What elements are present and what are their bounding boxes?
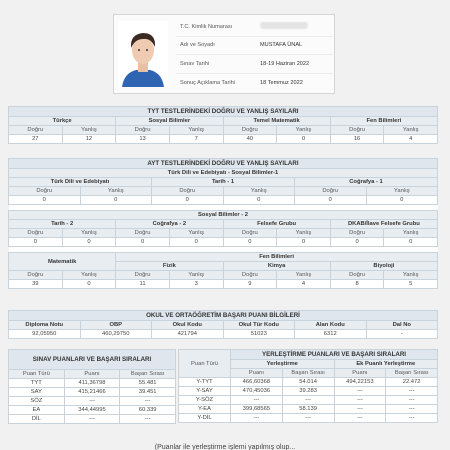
tyt-subject-turkce: Türkçe: [9, 117, 116, 126]
obp-header: OBP: [80, 321, 152, 330]
id-row-tc: [176, 18, 333, 37]
ayt-value: 0: [223, 238, 277, 247]
tyt-subject-sosyal: Sosyal Bilimler: [116, 117, 223, 126]
ek-score: ---: [334, 405, 386, 414]
sinav-title: SINAV PUANLARI VE BAŞARI SIRALARI: [9, 350, 176, 370]
tyt-value: 0: [277, 135, 331, 144]
col-dogru: Doğru: [9, 271, 63, 280]
ayt-value: 0: [277, 238, 331, 247]
ek-rank: ---: [386, 405, 438, 414]
ayt-value: 0: [223, 196, 295, 205]
ayt-math-title: Matematik: [9, 253, 116, 271]
yer-rank: ---: [282, 414, 334, 423]
ayt-subject-cografya2: Coğrafya - 2: [116, 220, 223, 229]
name-value: MUSTAFA ÜNAL: [260, 42, 303, 49]
ayt-value: 0: [80, 196, 152, 205]
yerlestirme-sub: Puanı: [334, 369, 386, 378]
ayt-value: 0: [330, 238, 384, 247]
footer-note: (Puanlar ile yerleştirme işlemi yapılmış olup...: [154, 444, 296, 450]
ek-score: 494,22153: [334, 378, 386, 387]
obp-value: 6312: [295, 330, 367, 339]
yerlestirme-grp: Yerleştirme: [231, 360, 335, 369]
col-dogru: Doğru: [295, 187, 367, 196]
result-date-label: Sonuç Açıklama Tarihi: [180, 79, 235, 86]
col-yanlis: Yanlış: [169, 126, 223, 135]
yer-score: 470,45036: [231, 387, 283, 396]
sinav-type: SAY: [9, 388, 65, 397]
sinav-score: ---: [64, 415, 120, 424]
col-dogru: Doğru: [223, 126, 277, 135]
col-yanlis: Yanlış: [277, 271, 331, 280]
ayt-subject-felsefe: Felsefe Grubu: [223, 220, 330, 229]
col-dogru: Doğru: [9, 229, 63, 238]
tyt-value: 7: [169, 135, 223, 144]
id-row-exam-date: [176, 55, 333, 74]
ayt-value: 0: [9, 196, 81, 205]
id-row-result-date: [176, 74, 333, 93]
col-dogru: Doğru: [152, 187, 224, 196]
yerlestirme-section: [178, 349, 438, 423]
sinav-rank: ---: [120, 397, 176, 406]
tyt-subject-matematik: Temel Matematik: [223, 117, 330, 126]
tyt-value: 40: [223, 135, 277, 144]
ayt-value: 8: [330, 280, 384, 289]
col-dogru: Doğru: [9, 126, 63, 135]
obp-header: Alan Kodu: [295, 321, 367, 330]
ayt-value: 4: [277, 280, 331, 289]
col-dogru: Doğru: [116, 229, 170, 238]
ayt-value: 0: [295, 196, 367, 205]
yer-type: Y-SAY: [179, 387, 231, 396]
col-yanlis: Yanlış: [384, 126, 438, 135]
yer-type: Y-DİL: [179, 414, 231, 423]
ayt-subject-kimya: Kimya: [223, 262, 330, 271]
obp-value: 460,29750: [80, 330, 152, 339]
yer-rank: 58.139: [282, 405, 334, 414]
tyt-value: 4: [384, 135, 438, 144]
obp-value: -: [366, 330, 438, 339]
col-yanlis: Yanlış: [62, 271, 116, 280]
tyt-value: 13: [116, 135, 170, 144]
sinav-header: Başarı Sırası: [120, 370, 176, 379]
tyt-value: 16: [330, 135, 384, 144]
col-yanlis: Yanlış: [384, 271, 438, 280]
ayt-subject-fizik: Fizik: [116, 262, 223, 271]
ayt-value: 0: [366, 196, 438, 205]
tyt-value: 12: [62, 135, 116, 144]
ek-rank: ---: [386, 396, 438, 405]
sinav-rank: 55.481: [120, 379, 176, 388]
name-label: Adı ve Soyadı: [180, 42, 215, 49]
candidate-photo: [118, 21, 168, 87]
ek-rank: ---: [386, 387, 438, 396]
yer-score: 399,68565: [231, 405, 283, 414]
sinav-section: [8, 349, 176, 424]
col-dogru: Doğru: [330, 229, 384, 238]
yer-type: Y-TYT: [179, 378, 231, 387]
yerlestirme-title: YERLEŞTİRME PUANLARI VE BAŞARI SIRALARI: [231, 350, 438, 360]
obp-header: Okul Tür Kodu: [223, 321, 295, 330]
exam-date-label: Sınav Tarihi: [180, 60, 210, 67]
yerlestirme-sub: Başarı Sırası: [282, 369, 334, 378]
ek-rank: 22.472: [386, 378, 438, 387]
ayt-value: 39: [9, 280, 63, 289]
sinav-type: DİL: [9, 415, 65, 424]
ayt-value: 0: [152, 196, 224, 205]
col-dogru: Doğru: [116, 126, 170, 135]
ek-rank: ---: [386, 414, 438, 423]
yer-score: ---: [231, 414, 283, 423]
obp-header: Diploma Notu: [9, 321, 81, 330]
tyt-section: [8, 106, 438, 144]
tyt-title: TYT TESTLERİNDEKİ DOĞRU VE YANLIŞ SAYILARI: [9, 107, 438, 117]
ayt-subject-tarih2: Tarih - 2: [9, 220, 116, 229]
sinav-header: Puanı: [64, 370, 120, 379]
col-dogru: Doğru: [330, 126, 384, 135]
col-yanlis: Yanlış: [169, 271, 223, 280]
col-yanlis: Yanlış: [62, 126, 116, 135]
col-dogru: Doğru: [223, 229, 277, 238]
ayt-subject-biyoloji: Biyoloji: [330, 262, 437, 271]
col-dogru: Doğru: [116, 271, 170, 280]
sinav-rank: ---: [120, 415, 176, 424]
ek-score: ---: [334, 387, 386, 396]
ayt-value: 3: [169, 280, 223, 289]
yer-score: ---: [231, 396, 283, 405]
obp-title: OKUL VE ORTAÖĞRETİM BAŞARI PUANI BİLGİLERİ: [9, 311, 438, 321]
exam-date-value: 18-19 Haziran 2022: [260, 60, 310, 67]
sinav-rank: 60.339: [120, 406, 176, 415]
yerlestirme-sub: Başarı Sırası: [386, 369, 438, 378]
ek-score: ---: [334, 396, 386, 405]
col-yanlis: Yanlış: [277, 229, 331, 238]
col-dogru: Doğru: [9, 187, 81, 196]
result-date-value: 18 Temmuz 2022: [260, 79, 303, 86]
obp-value: 421794: [152, 330, 224, 339]
obp-header: Dal No: [366, 321, 438, 330]
sinav-score: 415,21466: [64, 388, 120, 397]
yerlestirme-sub: Puanı: [231, 369, 283, 378]
tyt-subject-fen: Fen Bilimleri: [330, 117, 437, 126]
ayt-subject-dkab: DKAB/İlave Felsefe Grubu: [330, 220, 437, 229]
col-yanlis: Yanlış: [384, 229, 438, 238]
sinav-type: TYT: [9, 379, 65, 388]
col-dogru: Doğru: [223, 271, 277, 280]
ek-score: ---: [334, 414, 386, 423]
ayt-value: 5: [384, 280, 438, 289]
ayt-value: 0: [62, 238, 116, 247]
ek-puanli-grp: Ek Puanlı Yerleştirme: [334, 360, 438, 369]
ayt-subject-cografya1: Coğrafya - 1: [295, 178, 438, 187]
ayt-fen-title: Fen Bilimleri: [116, 253, 438, 262]
ayt-value: 9: [223, 280, 277, 289]
yer-type: Y-SÖZ: [179, 396, 231, 405]
id-row-name: [176, 37, 333, 56]
obp-header: Okul Kodu: [152, 321, 224, 330]
yer-type: Y-EA: [179, 405, 231, 414]
col-yanlis: Yanlış: [62, 229, 116, 238]
col-yanlis: Yanlış: [223, 187, 295, 196]
sinav-type: EA: [9, 406, 65, 415]
ayt-value: 11: [116, 280, 170, 289]
obp-section: [8, 310, 438, 339]
ayt-subject-edebiyat: Türk Dili ve Edebiyatı: [9, 178, 152, 187]
sinav-rank: 39.451: [120, 388, 176, 397]
ayt-value: 0: [9, 238, 63, 247]
yer-score: 466,60368: [231, 378, 283, 387]
sinav-score: 344,44995: [64, 406, 120, 415]
ayt-group2-title: Sosyal Bilimler - 2: [9, 211, 438, 220]
ayt-title: AYT TESTLERİNDEKİ DOĞRU VE YANLIŞ SAYILARI: [9, 159, 438, 169]
col-yanlis: Yanlış: [80, 187, 152, 196]
col-dogru: Doğru: [330, 271, 384, 280]
ayt-value: 0: [116, 238, 170, 247]
tyt-value: 27: [9, 135, 63, 144]
col-yanlis: Yanlış: [169, 229, 223, 238]
yerlestirme-col-puan-turu: Puan Türü: [179, 350, 231, 378]
obp-value: 92,05950: [9, 330, 81, 339]
yer-rank: ---: [282, 396, 334, 405]
ayt-group1-title: Türk Dili ve Edebiyatı - Sosyal Bilimler-1: [9, 169, 438, 178]
sinav-score: ---: [64, 397, 120, 406]
sinav-score: 411,36798: [64, 379, 120, 388]
identity-card: [113, 14, 335, 94]
yer-rank: 54.014: [282, 378, 334, 387]
ayt-value: 0: [62, 280, 116, 289]
col-yanlis: Yanlış: [366, 187, 438, 196]
ayt-value: 0: [384, 238, 438, 247]
col-yanlis: Yanlış: [277, 126, 331, 135]
tc-label: T.C. Kimlik Numarası: [180, 23, 233, 30]
ayt-value: 0: [169, 238, 223, 247]
sinav-header: Puan Türü: [9, 370, 65, 379]
yer-rank: 39.283: [282, 387, 334, 396]
sinav-type: SÖZ: [9, 397, 65, 406]
obp-value: 51023: [223, 330, 295, 339]
tc-value-redacted: [260, 22, 308, 29]
ayt-subject-tarih1: Tarih - 1: [152, 178, 295, 187]
ayt-section: [8, 158, 438, 289]
